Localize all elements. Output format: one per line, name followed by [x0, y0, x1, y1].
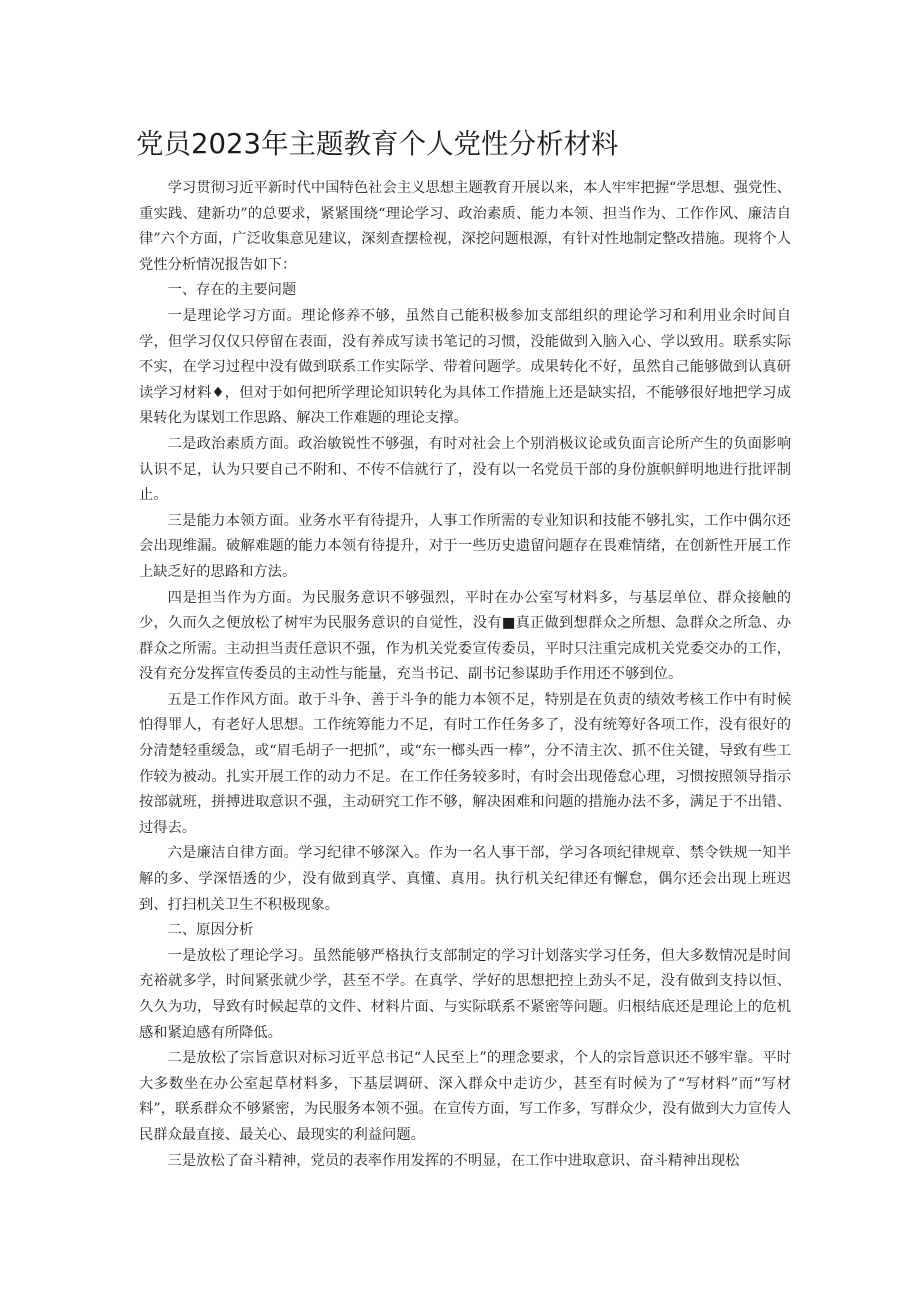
paragraph-cause-theory: 一是放松了理论学习。虽然能够严格执行支部制定的学习计划落实学习任务，但大多数情况是时间充裕就多学，时间紧张就少学，甚至不学。在真学、学好的思想把控上劲头不足，没有做到支持以恒、久久为功，导致有时候起草的文件、材料片面、与实际联系不紧密等问题。归根结底还是理论上的危机感和紧迫感有所降低。	[139, 947, 791, 1041]
paragraph-theory-study: 一是理论学习方面。理论修养不够，虽然自己能积极参加支部组织的理论学习和利用业余时间自学，但学习仅仅只停留在表面，没有养成写读书笔记的习惯，没能做到入脑入心、学以致用。联系实际不实，在学习过程中没有做到联系工作实际学、带着问题学。成果转化不好，虽然自己能够做到认真研读学习材料♦，但对于如何把所学理论知识转化为具体工作措施上还是缺实招，不能够很好地把学习成果转化为谋划工作思路、解决工作难题的理论支撑。	[139, 307, 791, 427]
document-title: 党员2023年主题教育个人党性分析材料	[136, 128, 619, 160]
paragraph-work-style: 五是工作作风方面。敢于斗争、善于斗争的能力本领不足，特别是在负责的绩效考核工作中有时候怕得罪人，有老好人思想。工作统筹能力不足，有时工作任务多了，没有统筹好各项工作，没有很好的分清楚轻重缓急，或“眉毛胡子一把抓”，或“东一榔头西一棒”，分不清主次、抓不住关键，导致有些工作较为被动。扎实开展工作的动力不足。在工作任务较多时，有时会出现倦怠心理，习惯按照领导指示按部就班，拼搏进取意识不强，主动研究工作不够，解决困难和问题的措施办法不多，满足于不出错、过得去。	[139, 691, 791, 836]
paragraph-cause-purpose: 二是放松了宗旨意识对标习近平总书记“人民至上”的理念要求，个人的宗旨意识还不够牢靠。平时大多数坐在办公室起草材料多，下基层调研、深入群众中走访少，甚至有时候为了“写材料”而“写材料”，联系群众不够紧密，为民服务本领不强。在宣传方面，写工作多，写群众少，没有做到大力宣传人民群众最直接、最关心、最现实的利益问题。	[139, 1050, 791, 1143]
paragraph-responsibility: 四是担当作为方面。为民服务意识不够强烈，平时在办公室写材料多，与基层单位、群众接触的少，久而久之便放松了树牢为民服务意识的自觉性，没有■真正做到想群众之所想、急群众之所急、办群众之所需。主动担当责任意识不强，作为机关党委宣传委员，平时只注重完成机关党委交办的工作，没有充分发挥宣传委员的主动性与能量，充当书记、副书记参谋助手作用还不够到位。	[139, 589, 791, 683]
paragraph-ability: 三是能力本领方面。业务水平有待提升，人事工作所需的专业知识和技能不够扎实，工作中偶尔还会出现维漏。破解难题的能力本领有待提升，对于一些历史遗留问题存在畏难情绪，在创新性开展工作上缺乏好的思路和方法。	[139, 512, 791, 580]
paragraph-cause-struggle: 三是放松了奋斗精神，党员的表率作用发挥的不明显，在工作中进取意识、奋斗精神出现松	[167, 1152, 740, 1169]
section-heading-problems: 一、存在的主要问题	[167, 282, 297, 299]
paragraph-political-quality: 二是政治素质方面。政治敏锐性不够强，有时对社会上个别消极议论或负面言论所产生的负面影响认识不足，认为只要自己不附和、不传不信就行了，没有以一名党员干部的身份旗帜鲜明地进行批评制止。	[139, 435, 791, 504]
intro-paragraph: 学习贯彻习近平新时代中国特色社会主义思想主题教育开展以来，本人牢牢把握“学思想、强党性、重实践、建新功”的总要求，紧紧围绕“理论学习、政治素质、能力本领、担当作为、工作作风、廉洁自律”六个方面，广泛收集意见建议，深刻查摆检视，深挖问题根源，有针对性地制定整改措施。现将个人党性分析情况报告如下：	[139, 180, 791, 273]
document-body	[139, 176, 791, 1174]
paragraph-self-discipline: 六是廉洁自律方面。学习纪律不够深入。作为一名人事干部，学习各项纪律规章、禁令铁规一知半解的多、学深悟透的少，没有做到真学、真懂、真用。执行机关纪律还有懈怠，偶尔还会出现上班迟到、打扫机关卫生不积极现象。	[139, 845, 791, 913]
section-heading-causes: 二、原因分析	[167, 922, 254, 939]
